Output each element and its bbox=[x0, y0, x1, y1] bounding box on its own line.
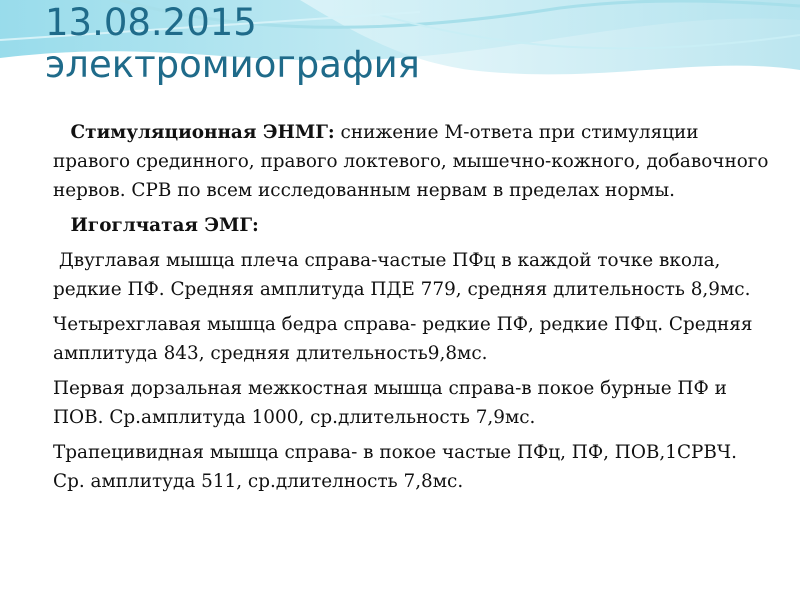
paragraph-trapezius bbox=[53, 438, 773, 496]
interosseous-text: Первая дорзальная межкостная мышца справа-в покое бурные ПФ и ПОВ. Ср.амплитуда 1000, ср.длительность 7,9мс. bbox=[53, 378, 727, 428]
stimulation-heading: Стимуляционная ЭНМГ: bbox=[70, 122, 335, 143]
slide-body bbox=[53, 118, 773, 502]
title-date: 13.08.2015 bbox=[45, 1, 257, 44]
biceps-text: Двуглавая мышца плеча справа-частые ПФц в каждой точке вкола, редкие ПФ. Средняя амплитуда ПДЕ 779, средняя длительность 8,9мс. bbox=[53, 250, 751, 300]
stimulation-text: снижение М-ответа при стимуляции правого срединного, правого локтевого, мышечно-кожного, добавочного нервов. СРВ по всем исследованным нервам в пределах нормы. bbox=[53, 122, 769, 201]
paragraph-stimulation bbox=[53, 118, 773, 205]
needle-emg-heading: Игоглчатая ЭМГ: bbox=[70, 215, 259, 236]
paragraph-quadriceps bbox=[53, 310, 773, 368]
paragraph-needle-heading bbox=[53, 211, 773, 240]
paragraph-biceps bbox=[53, 246, 773, 304]
slide-title bbox=[45, 2, 420, 86]
title-subject: электромиография bbox=[45, 43, 420, 86]
paragraph-interosseous bbox=[53, 374, 773, 432]
quadriceps-text: Четырехглавая мышца бедра справа- редкие ПФ, редкие ПФц. Средняя амплитуда 843, средняя длительность9,8мс. bbox=[53, 314, 753, 364]
trapezius-text: Трапецивидная мышца справа- в покое частые ПФц, ПФ, ПОВ,1СРВЧ. Ср. амплитуда 511, ср.длителность 7,8мс. bbox=[53, 442, 737, 492]
